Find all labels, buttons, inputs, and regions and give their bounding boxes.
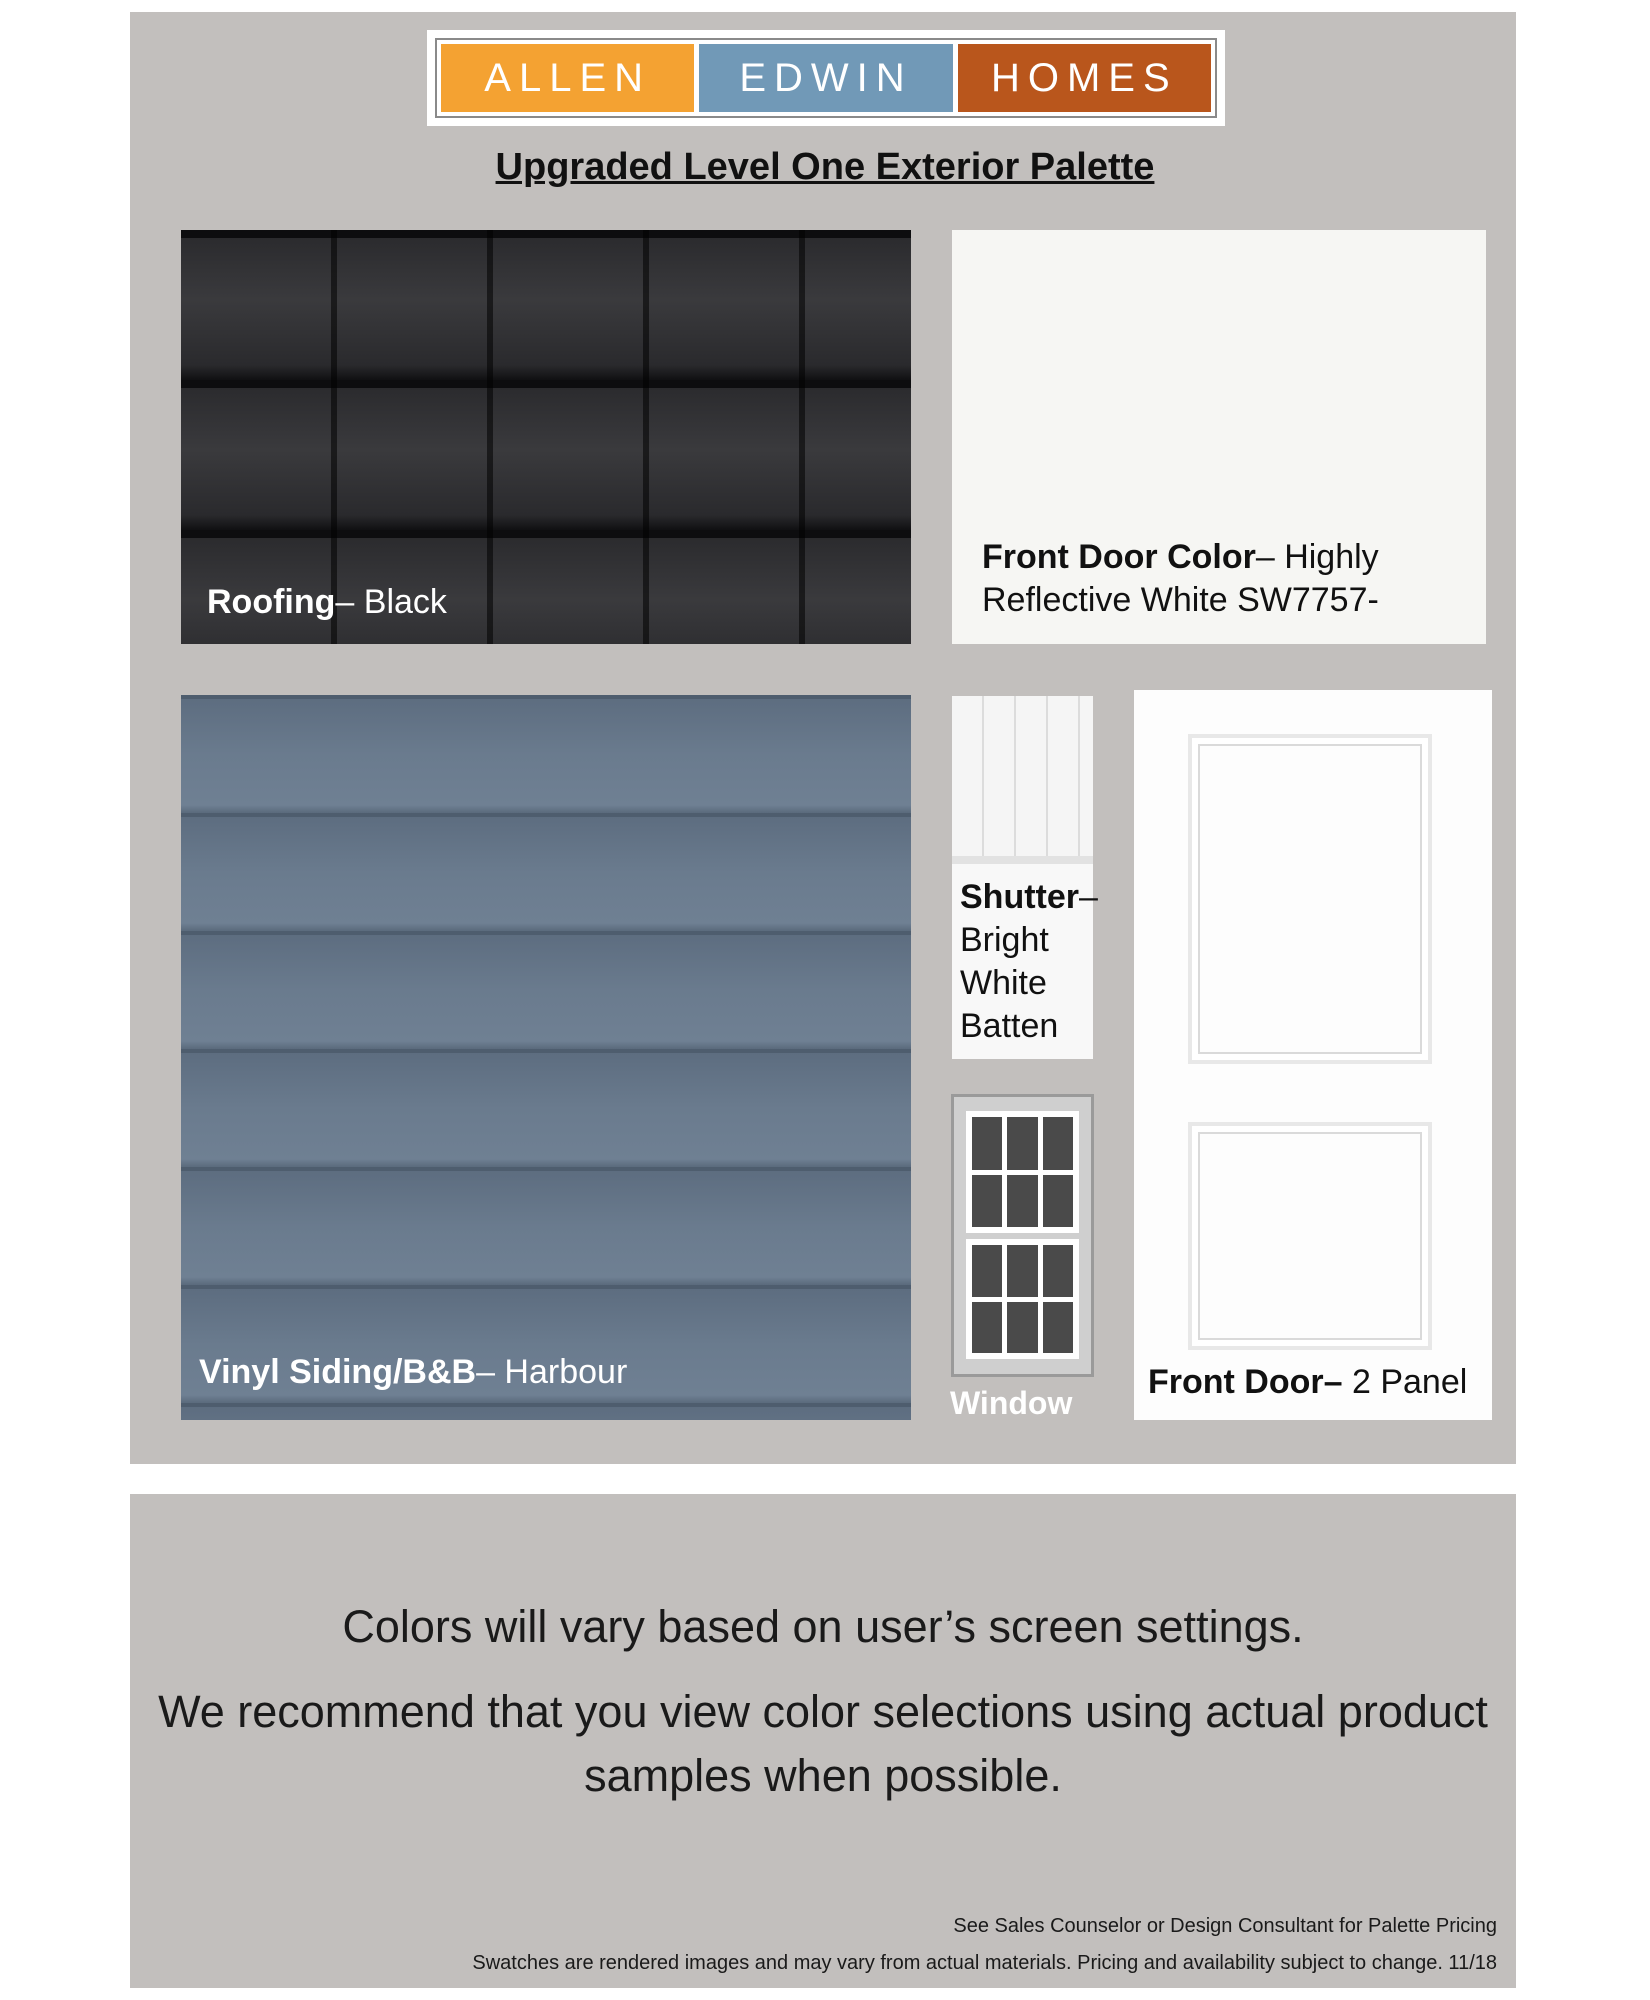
window-pane <box>1043 1302 1073 1354</box>
window-label: Window <box>950 1385 1073 1421</box>
shutter-rail <box>952 856 1093 864</box>
shutter-value: – Bright White Batten <box>960 878 1098 1045</box>
front-door-color-name: Front Door Color <box>982 538 1256 576</box>
shutter-label <box>960 876 1098 1048</box>
disclaimer-note: Swatches are rendered images and may vary from actual materials. Pricing and availability subject to change. 11/18 <box>472 1952 1497 1974</box>
roofing-name: Roofing <box>207 583 336 621</box>
siding-value: – Harbour <box>476 1353 628 1391</box>
window-pane <box>1007 1302 1037 1354</box>
shutter-name: Shutter <box>960 878 1079 916</box>
siding-name: Vinyl Siding/B&B <box>199 1353 477 1391</box>
front-door-swatch <box>1134 690 1492 1420</box>
door-lower-panel <box>1188 1122 1432 1350</box>
roofing-value: – Black <box>335 583 447 621</box>
roofing-swatch <box>181 230 911 644</box>
window-upper-sash <box>966 1111 1079 1233</box>
front-door-value: 2 Panel <box>1342 1363 1468 1401</box>
front-door-color-value: – Highly Reflective White SW7757- <box>982 538 1379 619</box>
window-pane <box>1043 1117 1073 1170</box>
product-samples-notice: We recommend that you view color selections using actual product samples when possible. <box>158 1686 1488 1801</box>
roofing-label <box>207 581 447 624</box>
logo-segment-homes: HOMES <box>958 44 1211 112</box>
front-door-label <box>1148 1361 1467 1404</box>
window-pane <box>1043 1175 1073 1228</box>
window-pane <box>972 1245 1002 1297</box>
window-pane <box>972 1117 1002 1170</box>
window-pane <box>1007 1117 1037 1170</box>
front-door-name: Front Door– <box>1148 1363 1343 1401</box>
pricing-note: See Sales Counselor or Design Consultant for Palette Pricing <box>953 1915 1497 1937</box>
window-pane <box>972 1302 1002 1354</box>
window-pane <box>1043 1245 1073 1297</box>
siding-label <box>199 1351 627 1394</box>
vinyl-siding-swatch <box>181 695 911 1420</box>
page-title: Upgraded Level One Exterior Palette <box>495 146 1155 188</box>
logo-segment-edwin: EDWIN <box>699 44 952 112</box>
window-pane <box>1007 1245 1037 1297</box>
allen-edwin-homes-logo <box>427 30 1225 126</box>
door-upper-panel <box>1188 734 1432 1064</box>
logo-segment-allen: ALLEN <box>441 44 694 112</box>
window-pane <box>972 1175 1002 1228</box>
window-lower-sash <box>966 1239 1079 1359</box>
shutter-boards <box>952 696 1093 856</box>
shutter-swatch <box>952 696 1098 1059</box>
screen-settings-notice: Colors will vary based on user’s screen settings. <box>342 1601 1304 1652</box>
front-door-color-swatch <box>952 230 1486 644</box>
front-door-color-label <box>982 536 1472 622</box>
window-swatch <box>951 1094 1094 1377</box>
window-pane <box>1007 1175 1037 1228</box>
